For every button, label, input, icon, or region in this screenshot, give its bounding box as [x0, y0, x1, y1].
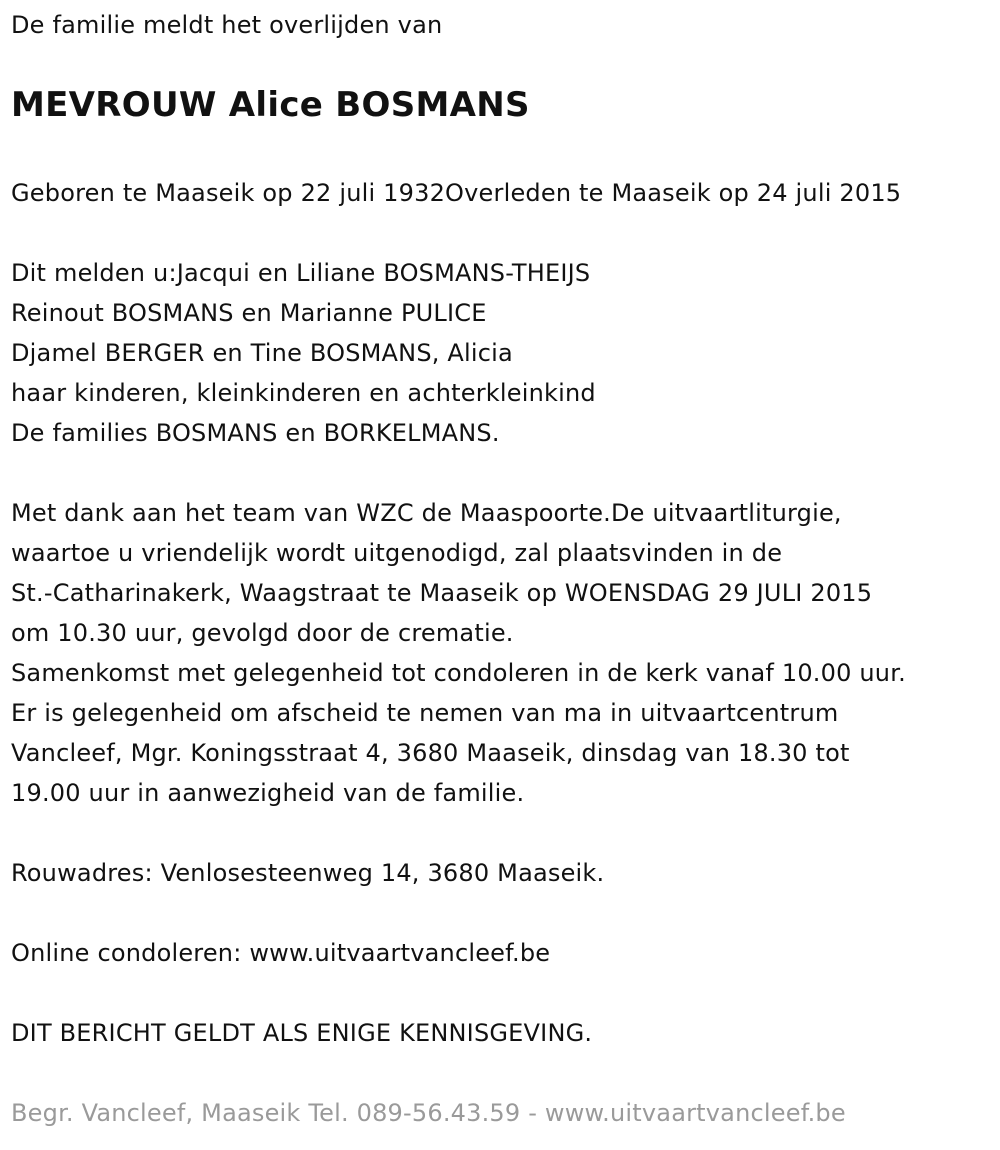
birth-death-text: Geboren te Maaseik op 22 juli 1932Overleden te Maaseik op 24 juli 2015: [11, 179, 902, 207]
ceremony-line: Er is gelegenheid om afscheid te nemen van ma in uitvaartcentrum: [11, 699, 839, 727]
ceremony-line: waartoe u vriendelijk wordt uitgenodigd, zal plaatsvinden in de: [11, 539, 783, 567]
online-condolences-link[interactable]: www.uitvaartvancleef.be: [249, 939, 551, 967]
deceased-name-title: MEVROUW Alice BOSMANS: [11, 85, 530, 125]
ceremony-line: Samenkomst met gelegenheid tot condoleren in de kerk vanaf 10.00 uur.: [11, 659, 906, 687]
notice-text: DIT BERICHT GELDT ALS ENIGE KENNISGEVING.: [11, 1019, 593, 1047]
intro-text: De familie meldt het overlijden van: [11, 11, 443, 39]
family-line: De families BOSMANS en BORKELMANS.: [11, 419, 500, 447]
footer-credits: Begr. Vancleef, Maaseik Tel. 089-56.43.59 - www.uitvaartvancleef.be: [11, 1099, 846, 1127]
online-condolences: [11, 933, 550, 973]
family-line: Reinout BOSMANS en Marianne PULICE: [11, 299, 487, 327]
mourning-address: Rouwadres: Venlosesteenweg 14, 3680 Maaseik.: [11, 859, 605, 887]
online-condolences-label: Online condoleren:: [11, 939, 250, 967]
ceremony-line: Vancleef, Mgr. Koningsstraat 4, 3680 Maaseik, dinsdag van 18.30 tot: [11, 739, 850, 767]
ceremony-line: 19.00 uur in aanwezigheid van de familie.: [11, 779, 525, 807]
family-line: Dit melden u:Jacqui en Liliane BOSMANS-THEIJS: [11, 259, 591, 287]
family-line: Djamel BERGER en Tine BOSMANS, Alicia: [11, 339, 513, 367]
ceremony-line: St.-Catharinakerk, Waagstraat te Maaseik op WOENSDAG 29 JULI 2015: [11, 579, 873, 607]
family-line: haar kinderen, kleinkinderen en achterkleinkind: [11, 379, 596, 407]
ceremony-line: om 10.30 uur, gevolgd door de crematie.: [11, 619, 514, 647]
ceremony-line: Met dank aan het team van WZC de Maaspoorte.De uitvaartliturgie,: [11, 499, 842, 527]
